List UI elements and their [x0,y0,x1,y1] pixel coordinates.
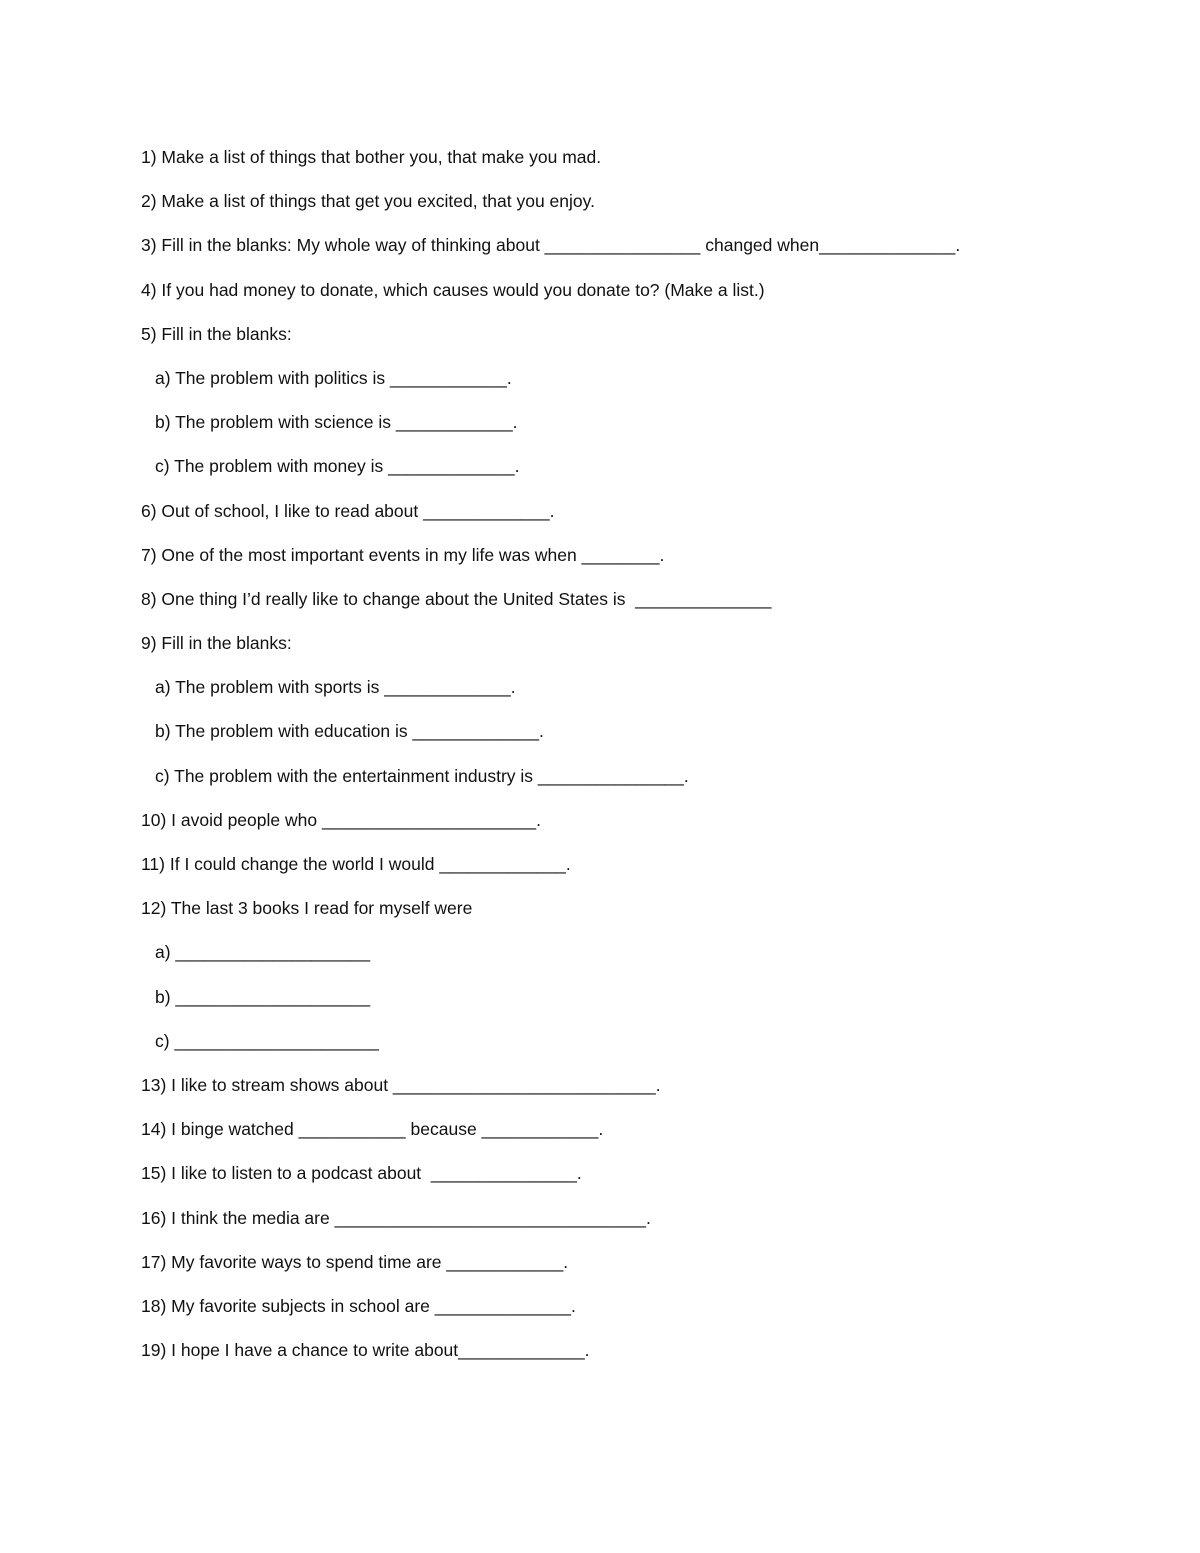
question-line: 3) Fill in the blanks: My whole way of thinking about ________________ changed when______________. [141,235,961,256]
sub-question-line: a) The problem with politics is ____________. [155,367,512,388]
sub-question-line: b) The problem with science is ____________. [155,412,518,433]
question-line: 11) If I could change the world I would _____________. [141,854,571,874]
question-list [141,143,1141,1380]
question-line: 19) I hope I have a chance to write about_____________. [141,1340,590,1361]
question-line: 7) One of the most important events in my life was when ________. [141,544,665,565]
question-line: 10) I avoid people who ______________________. [141,809,541,830]
sub-question-line: c) _____________________ [155,1030,379,1051]
question-line: 16) I think the media are ________________________________. [141,1207,651,1228]
sub-question-line: b) ____________________ [155,986,371,1007]
sub-question-line: c) The problem with money is _____________. [155,456,520,477]
question-line: 14) I binge watched ___________ because ____________. [141,1119,604,1140]
question-line: 6) Out of school, I like to read about _____________. [141,500,555,521]
sub-question-line: a) ____________________ [155,942,371,963]
question-line: 5) Fill in the blanks: [141,323,292,344]
question-line: 12) The last 3 books I read for myself were [141,898,473,919]
sub-question-line: c) The problem with the entertainment industry is _______________. [155,765,689,786]
sub-question-line: b) The problem with education is _____________. [155,721,544,742]
question-line: 13) I like to stream shows about ___________________________. [141,1074,661,1095]
question-line: 9) Fill in the blanks: [141,633,292,654]
question-line: 4) If you had money to donate, which causes would you donate to? (Make a list.) [141,279,765,300]
question-line: 17) My favorite ways to spend time are ____________. [141,1251,569,1272]
question-line: 18) My favorite subjects in school are ______________. [141,1295,576,1316]
question-line: 2) Make a list of things that get you excited, that you enjoy. [141,191,595,212]
question-line: 1) Make a list of things that bother you, that make you mad. [141,147,602,167]
question-line: 8) One thing I’d really like to change about the United States is ______________ [141,588,772,609]
question-line: 15) I like to listen to a podcast about _______________. [141,1163,582,1184]
sub-question-line: a) The problem with sports is _____________. [155,677,516,698]
